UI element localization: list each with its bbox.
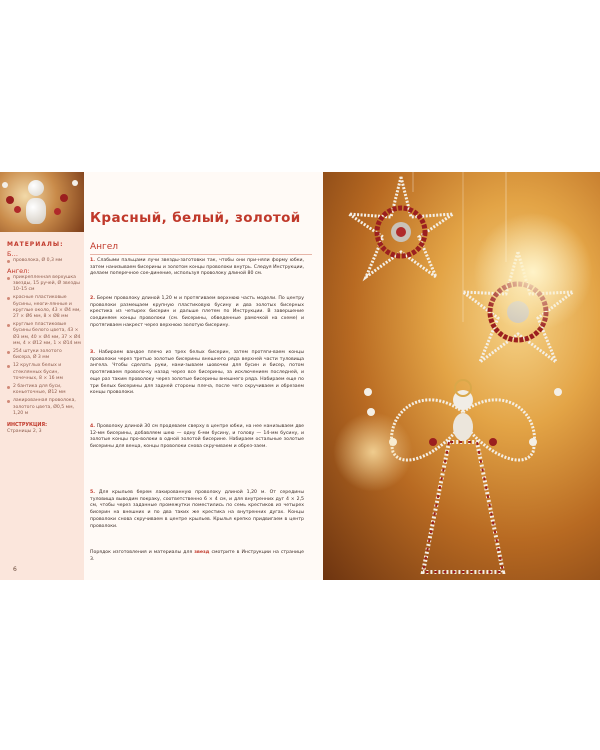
step-text: Для крыльев берем лакированную проволоку длиной 1,20 м. От середины туловища выводим покраку, соответственно 6 × 4 см, и для внутренних дуг 4 × 2,5 см, чтобы через заданные промежутки поместились по семь крестиков из четырех бисерин на внешних и по два таких же крестика на внутренних дугах. Концы проволоки снова скручиваем в центре крыльев. Крылья крепко придвигаем в центр проволоки. xyxy=(90,490,304,529)
angel-thumbnail xyxy=(0,172,84,232)
materials-sub-angel: Ангел: xyxy=(7,266,30,275)
materials-sub-stars: Б… xyxy=(7,250,18,259)
materials-item: 254 штуки золотого бисера, Ø 3 мм xyxy=(7,349,81,361)
step-text: Слабыми пальцами лучи звезды-заготовки так, чтобы они при-няли форму юбки, затем нанизываем бисерины и золотом концы проволоки внутрь. Следуя Инструкции, делаем поперечное сое-динение, используя проволоку длиной 80 см. xyxy=(90,258,304,277)
step-number: 3. xyxy=(90,350,95,355)
article-title: Красный, белый, золотой xyxy=(90,210,301,226)
materials-item: красные пластиковые бусины, неоги-лянные и круглые около, 43 × Ø4 мм, 27 × Ø6 мм, 8 × Ø8 мм xyxy=(7,295,81,320)
materials-list xyxy=(7,242,81,435)
closing-note xyxy=(90,550,304,563)
step-number: 4. xyxy=(90,424,95,429)
step-number: 5. xyxy=(90,490,95,495)
beaded-ornaments-photo xyxy=(323,172,600,580)
materials-item: проволока, Ø 0,3 мм xyxy=(7,258,81,264)
note-text: смотрите в Инструкции на странице 3. xyxy=(90,550,304,562)
materials-item: круглые пластиковые бусины белого цвета, 43 × Ø3 мм, 40 × Ø4 мм, 37 × Ø4 мм, 4 × Ø12 мм, 1 × Ø14 мм xyxy=(7,322,81,347)
note-highlight: звезд xyxy=(194,550,210,555)
star-ornament xyxy=(349,177,453,277)
step-paragraph xyxy=(90,258,304,278)
section-divider xyxy=(90,254,312,255)
instructions-label: ИНСТРУКЦИЯ: xyxy=(7,423,48,429)
magazine-spread xyxy=(0,172,600,580)
article-column xyxy=(84,172,324,580)
step-paragraph xyxy=(90,490,304,530)
section-subtitle: Ангел xyxy=(90,242,119,252)
instructions-pages: Страницы 2, 3 xyxy=(7,429,42,435)
materials-item: прикрепленная верхушка звезды, 15 ручей, Ø звезды 10–15 см xyxy=(7,275,81,294)
step-text: Берем проволоку длиной 1,20 м и протягиваем верхнюю часть модели. По центру проволоки размещаем крупную пластиковую бусину и два золотых бисерных крестика из четырех бисерин и дальше плетем по Инструкции. В завершение соединяем концы проволоки (см. бисерины, обведенные рамочкой на схеме) и протягиваем накрест через верхнюю золотую бисерину. xyxy=(90,296,304,328)
step-text: Набираем вандое плечо из трех белых бисерин, затем протяги-ваем концы проволоки через третью золотые бисерины внешнего ряда верхней части туловища ангела. Чтобы сделать руки, нани-зываем шовочки для бусин и бисер, потом протягиваем проволо-ку назад через все бисерины, за исключением последней, и еще раз таким проволоку через золотые бисерины внешнего ряда. Набираем еще по три белых бисерины для задней стороны плеча, после чего скручиваем и обрезаем концы проволоки. xyxy=(90,350,304,396)
step-text: Проволоку длиной 30 см продеваем сверху в центре юбки, на нее нанизываем две 12-мм бисерины, добавляем шею — одну 6-мм бусину, и голову — 14-мм бусину, и золотые концы про-волоки в одной золотой бисерине. Набираем остальные золотые бисерины для венца, концы проволоки снова скручиваем и обрез-заем. xyxy=(90,424,304,450)
note-text: Порядок изготовления и материалы для xyxy=(90,550,195,555)
step-number: 2. xyxy=(90,296,95,301)
materials-item: 12 круглых белых и стеклянных бусин, точечных, 8 × 16 мм xyxy=(7,363,81,382)
step-paragraph xyxy=(90,296,304,330)
materials-heading: МАТЕРИАЛЫ: xyxy=(7,241,64,248)
materials-item: лакированная проволока, золотого цвета, Ø0,5 мм, 1,20 м xyxy=(7,398,81,417)
page-number: 6 xyxy=(13,566,17,573)
step-number: 1. xyxy=(90,258,95,263)
step-paragraph xyxy=(90,424,304,451)
step-paragraph xyxy=(90,350,304,397)
materials-sidebar xyxy=(0,172,84,580)
materials-item: 2 бантика для буси, коньеточные, Ø12 мм xyxy=(7,384,81,396)
